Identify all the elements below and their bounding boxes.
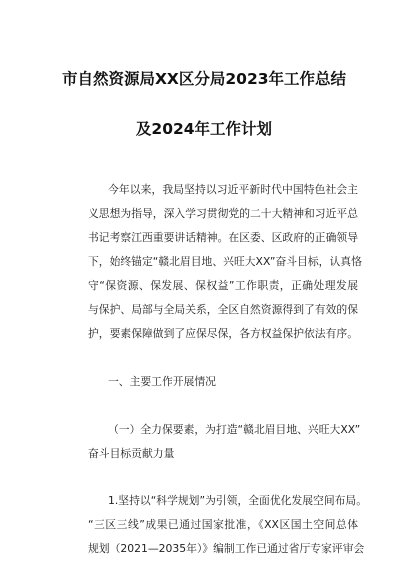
intro-paragraph-line: 义思想为指导，深入学习贯彻党的二十大精神和习近平总 <box>88 207 358 220</box>
document-title-line-2: 及2024年工作计划 <box>135 120 273 138</box>
intro-paragraph-line: 下，始终锚定“赣北眉目地、兴旺大XX”奋斗目标，认真恪 <box>88 255 362 268</box>
intro-paragraph-line: 与保护、局部与全局关系，全区自然资源得到了有效的保 <box>88 303 358 316</box>
item-paragraph-line: 1.坚持以“科学规划”为引领，全面优化发展空间布局。 <box>108 494 368 507</box>
intro-paragraph-line: 护，要素保障做到了应保尽保，各方权益保护依法有序。 <box>88 327 358 340</box>
item-paragraph-line: 规划（2021—2035年）》编制工作已通过省厅专家评审会 <box>88 542 365 555</box>
subsection-heading-line: （一）全力保要素，为打造“赣北眉目地、兴旺大XX” <box>108 423 361 436</box>
item-paragraph-line: “三区三线”成果已通过国家批准，《XX区国土空间总体 <box>88 518 358 531</box>
intro-paragraph-line: 今年以来，我局坚持以习近平新时代中国特色社会主 <box>108 183 358 196</box>
subsection-heading-line: 奋斗目标贡献力量 <box>88 447 175 460</box>
section-heading: 一、主要工作开展情况 <box>108 375 216 388</box>
document-title-line-1: 市自然资源局XX区分局2023年工作总结 <box>61 70 347 88</box>
intro-paragraph-line: 书记考察江西重要讲话精神。在区委、区政府的正确领导 <box>88 231 358 244</box>
intro-paragraph-line: 守“保资源、保发展、保权益”工作职责，正确处理发展 <box>88 279 358 292</box>
